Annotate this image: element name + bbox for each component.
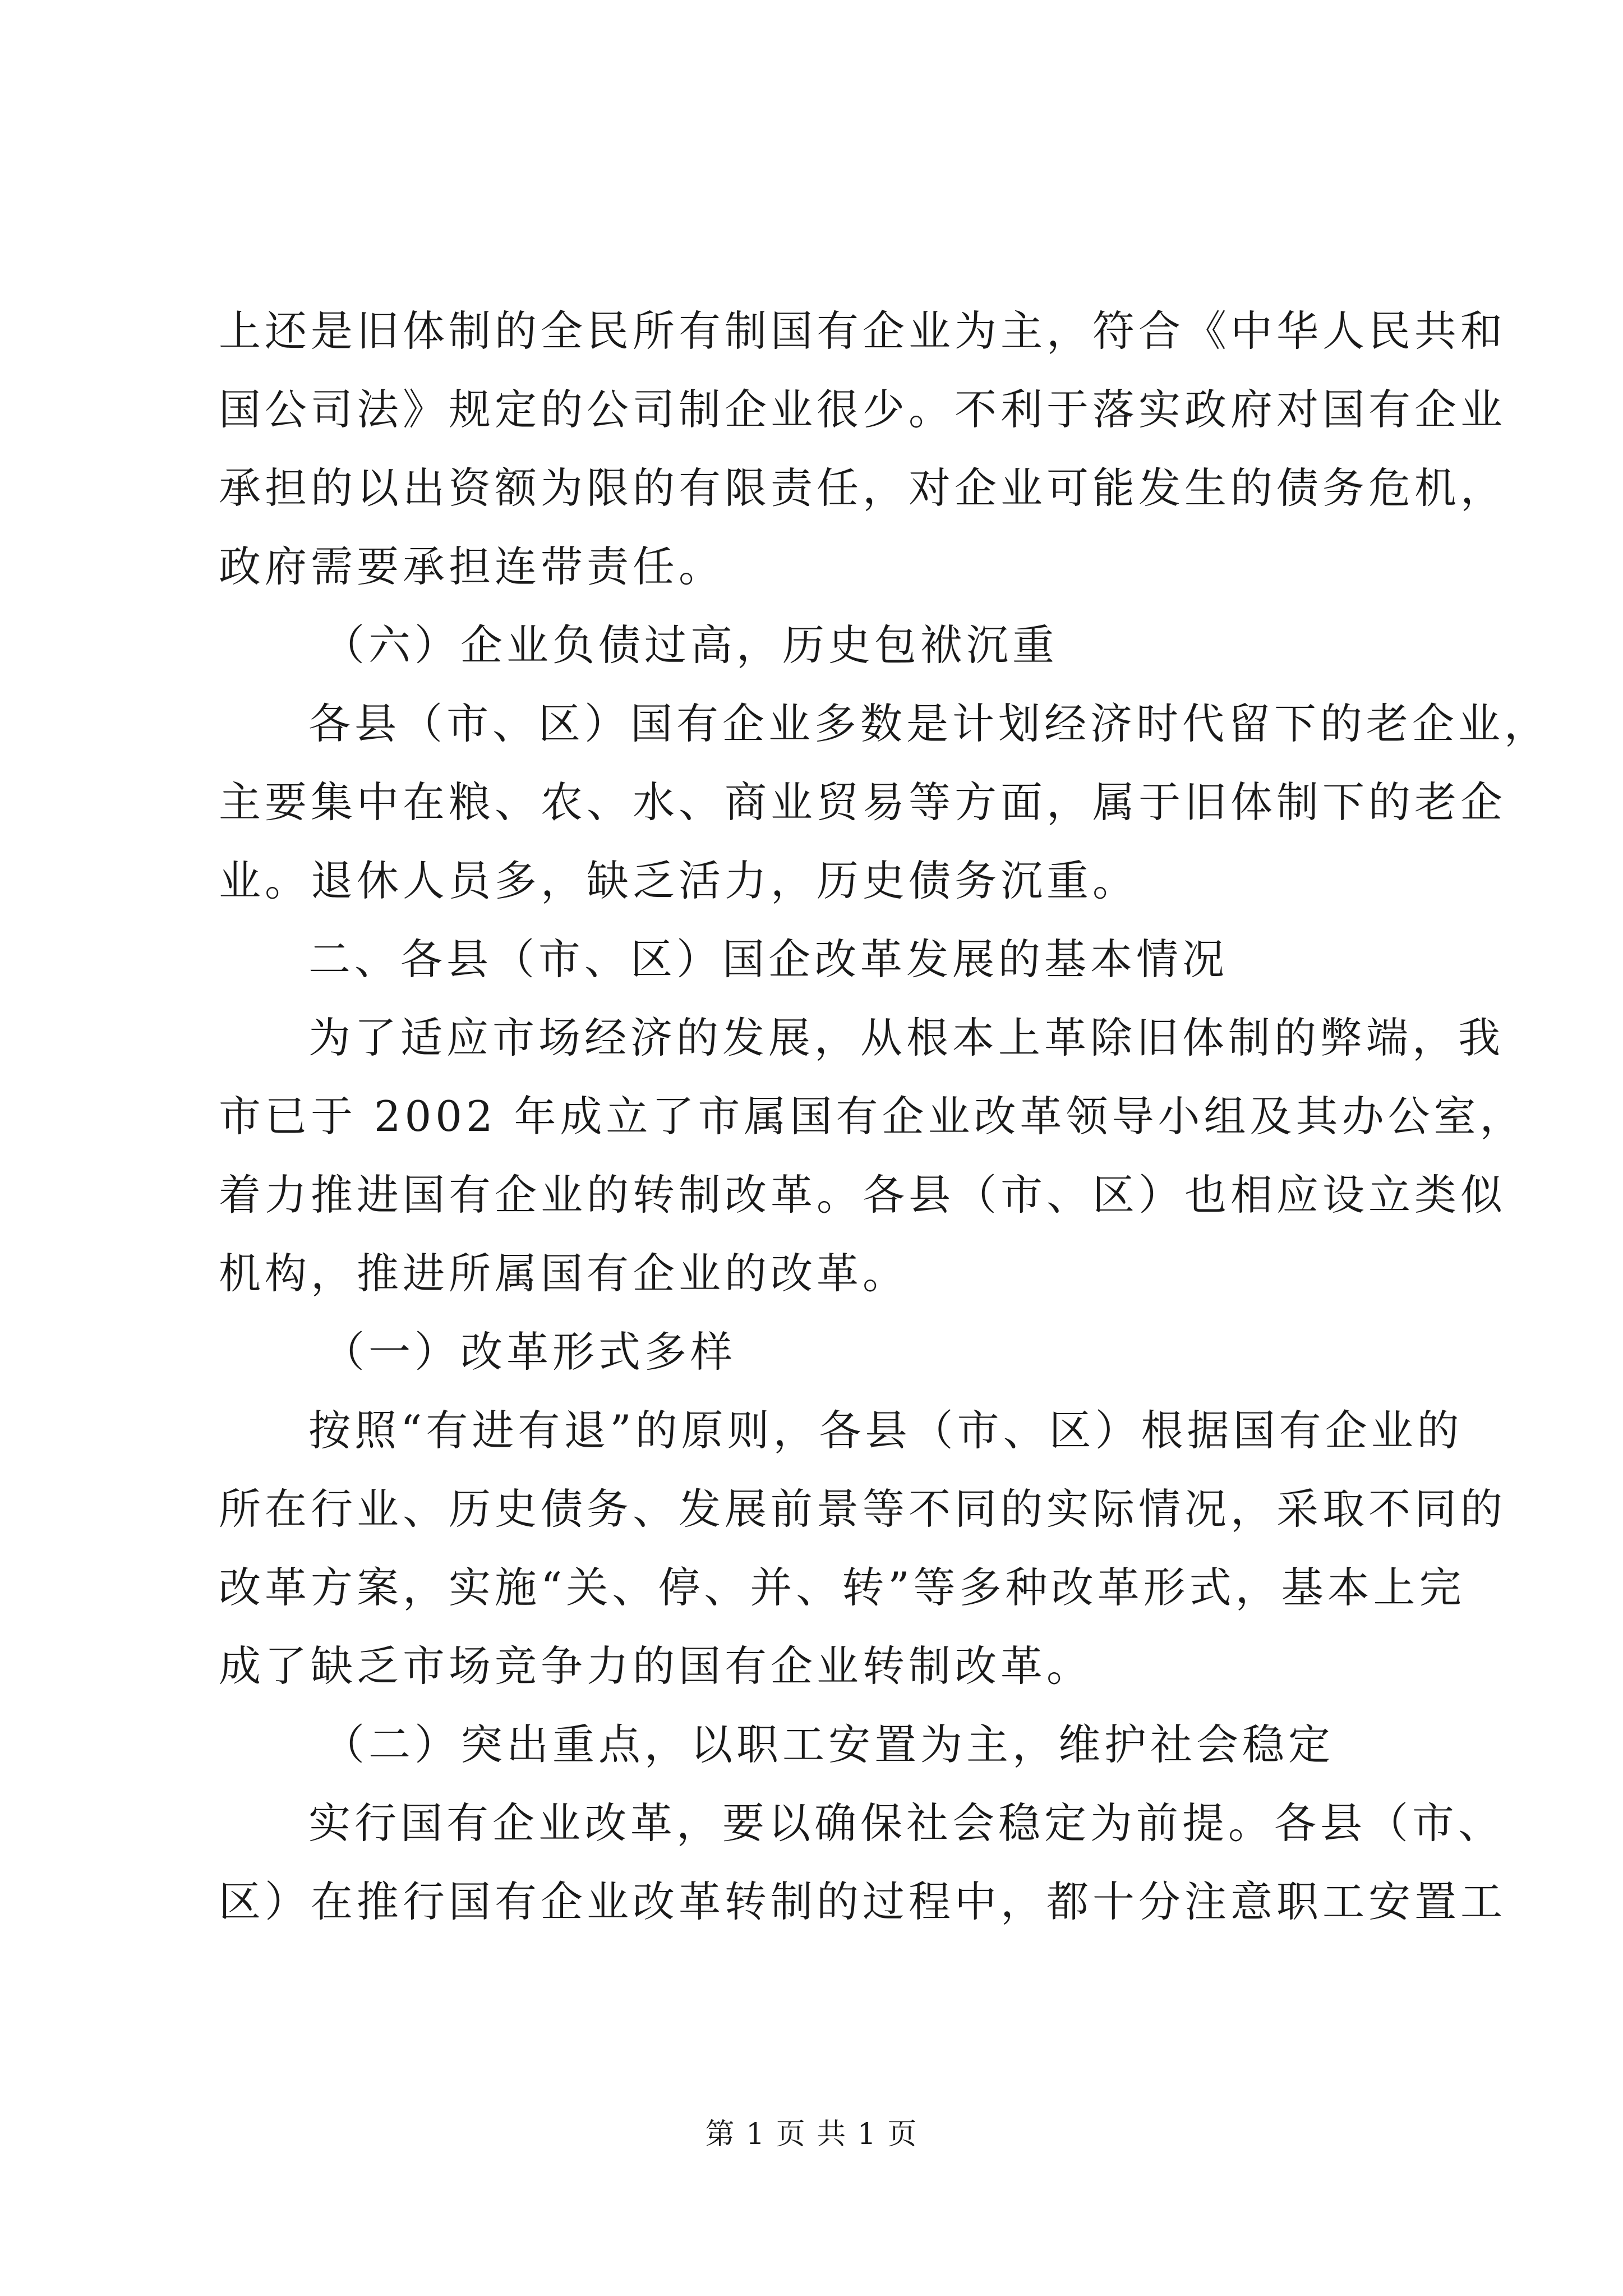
subheading bbox=[219, 1705, 1419, 1784]
subheading bbox=[219, 606, 1419, 684]
subheading-text: （一）改革形式多样 bbox=[322, 1327, 737, 1377]
text-line: 按照“有进有退”的原则，各县（市、区）根据国有企业的 bbox=[308, 1406, 1463, 1455]
paragraph bbox=[219, 1391, 1507, 1705]
text-line: 实行国有企业改革，要以确保社会稳定为前提。各县（市、 bbox=[308, 1798, 1505, 1848]
text-line: 为了适应市场经济的发展，从根本上革除旧体制的弊端，我 bbox=[308, 1013, 1505, 1062]
paragraph bbox=[219, 684, 1551, 920]
text-line: 各县（市、区）国有企业多数是计划经济时代留下的老企业， bbox=[308, 699, 1551, 748]
subheading bbox=[219, 1313, 1419, 1391]
section-title bbox=[219, 920, 1419, 999]
text-line: 上还是旧体制的全民所有制国有企业为主，符合《中华人民共和 bbox=[219, 306, 1507, 356]
text-line: 市已于 2002 年成立了市属国有企业改革领导小组及其办公室， bbox=[219, 1092, 1526, 1141]
text-line: 成了缺乏市场竞争力的国有企业转制改革。 bbox=[219, 1641, 1093, 1691]
paragraph bbox=[219, 1784, 1507, 1941]
section-title-text: 二、各县（市、区）国企改革发展的基本情况 bbox=[308, 935, 1229, 984]
text-line: 着力推进国有企业的转制改革。各县（市、区）也相应设立类似 bbox=[219, 1170, 1507, 1220]
page-footer bbox=[0, 2115, 1623, 2154]
text-line: 主要集中在粮、农、水、商业贸易等方面，属于旧体制下的老企 bbox=[219, 777, 1507, 827]
text-line: 承担的以出资额为限的有限责任，对企业可能发生的债务危机， bbox=[219, 463, 1507, 513]
paragraph bbox=[219, 999, 1526, 1313]
document-body bbox=[219, 292, 1551, 1941]
text-line: 政府需要承担连带责任。 bbox=[219, 542, 725, 591]
text-line: 区）在推行国有企业改革转制的过程中，都十分注意职工安置工 bbox=[219, 1877, 1507, 1926]
subheading-text: （六）企业负债过高，历史包袱沉重 bbox=[322, 620, 1059, 670]
text-line: 国公司法》规定的公司制企业很少。不利于落实政府对国有企业 bbox=[219, 385, 1507, 434]
paragraph-continued bbox=[219, 292, 1507, 606]
text-line: 机构，推进所属国有企业的改革。 bbox=[219, 1249, 909, 1298]
subheading-text: （二）突出重点，以职工安置为主，维护社会稳定 bbox=[322, 1720, 1335, 1769]
page-number: 第 1 页 共 1 页 bbox=[705, 2118, 918, 2151]
text-line: 所在行业、历史债务、发展前景等不同的实际情况，采取不同的 bbox=[219, 1484, 1507, 1534]
text-line: 改革方案，实施“关、停、并、转”等多种改革形式，基本上完 bbox=[219, 1563, 1465, 1612]
text-line: 业。退休人员多，缺乏活力，历史债务沉重。 bbox=[219, 856, 1139, 905]
